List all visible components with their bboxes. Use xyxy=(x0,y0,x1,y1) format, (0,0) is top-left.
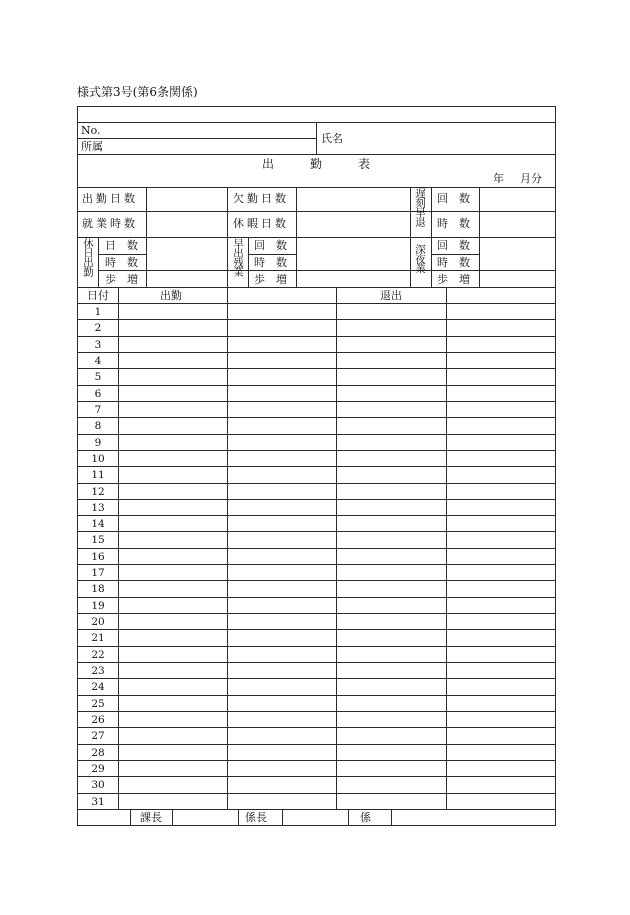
date-column-header: 日付 xyxy=(87,289,109,302)
day-number: 25 xyxy=(91,698,105,710)
day-number: 14 xyxy=(91,518,105,530)
row-rule xyxy=(77,352,556,353)
row-rule xyxy=(77,613,556,614)
day-number: 1 xyxy=(94,306,102,318)
affiliation-label: 所属 xyxy=(81,140,103,153)
day-number: 30 xyxy=(91,779,105,791)
day-number: 6 xyxy=(94,388,102,400)
day-number: 21 xyxy=(91,632,105,644)
row-rule xyxy=(77,776,556,777)
day-number: 29 xyxy=(91,763,105,775)
day-number: 19 xyxy=(91,600,105,612)
day-number: 31 xyxy=(91,796,105,808)
overtime-count-label: 回 数 xyxy=(254,239,287,252)
day-number: 15 xyxy=(91,534,105,546)
row-rule xyxy=(77,483,556,484)
rule xyxy=(410,187,411,287)
rule xyxy=(77,138,317,139)
row-rule xyxy=(77,727,556,728)
row-rule xyxy=(77,793,556,794)
row-rule xyxy=(77,319,556,320)
rule xyxy=(248,237,249,287)
rule xyxy=(431,187,432,287)
holiday-work-label: 休日出勤 xyxy=(82,238,94,276)
rule xyxy=(431,254,479,255)
bottom-border xyxy=(77,825,556,826)
row-rule xyxy=(77,434,556,435)
row-rule xyxy=(77,760,556,761)
late-count-label: 回 数 xyxy=(437,192,470,205)
rule xyxy=(296,187,297,287)
absence-days-label: 欠勤日数 xyxy=(233,192,289,205)
day-number: 4 xyxy=(94,355,102,367)
day-number: 2 xyxy=(94,322,102,334)
rule xyxy=(146,187,147,287)
day-number: 11 xyxy=(91,469,105,481)
name-label: 氏名 xyxy=(321,132,343,145)
rule xyxy=(130,809,131,826)
day-number: 23 xyxy=(91,665,105,677)
row-rule xyxy=(77,515,556,516)
row-rule xyxy=(77,744,556,745)
day-number: 27 xyxy=(91,730,105,742)
rule xyxy=(77,211,556,212)
row-rule xyxy=(77,531,556,532)
rule xyxy=(238,809,239,826)
row-rule xyxy=(77,336,556,337)
rule xyxy=(227,187,228,287)
row-rule xyxy=(77,564,556,565)
top-border xyxy=(77,106,556,107)
arrive-column-header: 出勤 xyxy=(160,289,182,302)
row-rule xyxy=(77,450,556,451)
day-number: 26 xyxy=(91,714,105,726)
late-hours-label: 時 数 xyxy=(437,217,470,230)
day-number: 5 xyxy=(94,371,102,383)
row-rule xyxy=(77,711,556,712)
row-rule xyxy=(77,548,556,549)
day-number: 3 xyxy=(94,339,102,351)
rule xyxy=(348,809,349,826)
row-rule xyxy=(77,385,556,386)
row-rule xyxy=(77,417,556,418)
row-rule xyxy=(77,466,556,467)
overtime-hours-label: 時 数 xyxy=(254,256,287,269)
rule xyxy=(391,809,392,826)
working-hours-label: 就業時数 xyxy=(82,217,138,230)
holiday-days-label: 日 数 xyxy=(105,239,138,252)
staff-label: 係 xyxy=(360,811,371,824)
day-number: 24 xyxy=(91,681,105,693)
subsection-chief-label: 係長 xyxy=(245,811,267,824)
rule xyxy=(77,287,556,288)
rule xyxy=(77,809,556,810)
night-step-label: 歩 増 xyxy=(437,273,470,286)
early-overtime-label: 早出残業 xyxy=(232,238,244,276)
row-rule xyxy=(77,678,556,679)
attendance-days-label: 出勤日数 xyxy=(82,192,138,205)
night-work-label: 深夜業 xyxy=(414,244,426,273)
year-label: 年 xyxy=(493,172,504,185)
night-hours-label: 時 数 xyxy=(437,256,470,269)
holiday-step-label: 歩 増 xyxy=(105,273,138,286)
row-rule xyxy=(77,695,556,696)
late-early-label: 遅刻早退 xyxy=(414,188,426,226)
day-number: 28 xyxy=(91,747,105,759)
row-rule xyxy=(77,597,556,598)
row-rule xyxy=(77,580,556,581)
rule xyxy=(248,254,296,255)
rule xyxy=(172,809,173,826)
row-rule xyxy=(77,646,556,647)
day-number: 17 xyxy=(91,567,105,579)
day-number: 12 xyxy=(91,486,105,498)
row-rule xyxy=(77,662,556,663)
leave-column-header: 退出 xyxy=(380,289,402,302)
rule xyxy=(479,187,480,287)
title-char: 出 xyxy=(262,157,275,171)
rule xyxy=(282,809,283,826)
day-number: 13 xyxy=(91,502,105,514)
day-number: 16 xyxy=(91,551,105,563)
leave-days-label: 休暇日数 xyxy=(233,217,289,230)
rule xyxy=(98,254,146,255)
day-number: 8 xyxy=(94,420,102,432)
rule xyxy=(77,187,556,188)
form-caption: 様式第3号(第6条関係) xyxy=(77,85,198,99)
night-count-label: 回 数 xyxy=(437,239,470,252)
row-rule xyxy=(77,401,556,402)
title-char: 表 xyxy=(358,157,371,171)
overtime-step-label: 歩 増 xyxy=(254,273,287,286)
day-number: 20 xyxy=(91,616,105,628)
day-number: 10 xyxy=(91,453,105,465)
holiday-hours-label: 時 数 xyxy=(105,256,138,269)
day-number: 22 xyxy=(91,649,105,661)
name-divider xyxy=(316,122,317,155)
day-number: 18 xyxy=(91,583,105,595)
rule xyxy=(77,237,556,238)
month-label: 月分 xyxy=(520,172,542,185)
rule xyxy=(98,237,99,287)
rule xyxy=(98,270,556,271)
no-label: No. xyxy=(81,124,101,137)
day-number: 9 xyxy=(94,437,102,449)
day-number: 7 xyxy=(94,404,102,416)
row-rule xyxy=(77,303,556,304)
row-rule xyxy=(77,368,556,369)
row-rule xyxy=(77,629,556,630)
title-char: 勤 xyxy=(310,157,323,171)
row-rule xyxy=(77,499,556,500)
section-chief-label: 課長 xyxy=(140,811,162,824)
